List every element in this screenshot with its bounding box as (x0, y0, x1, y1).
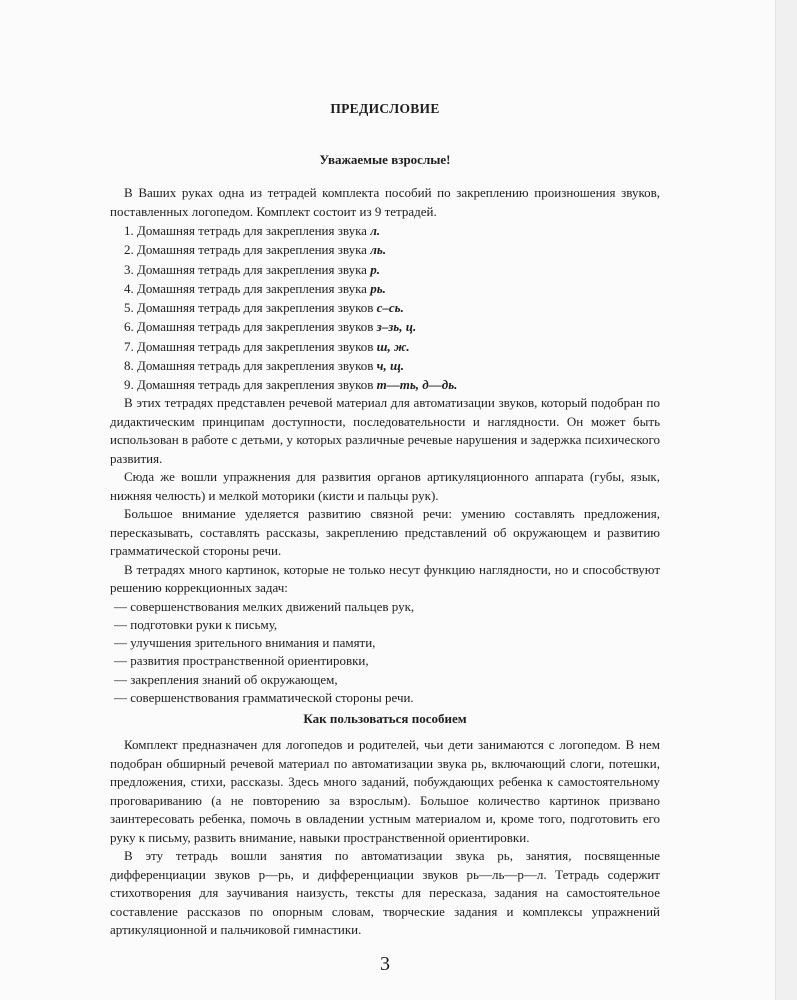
intro-block (110, 184, 660, 221)
list-item: 5. Домашняя тетрадь для закрепления звуков с–сь. (124, 300, 404, 316)
section-heading: Как пользоваться пособием (303, 711, 467, 726)
list-item: 3. Домашняя тетрадь для закрепления звука р. (124, 261, 380, 277)
list-item: — закрепления знаний об окружающем, (114, 671, 338, 687)
list-item: 6. Домашняя тетрадь для закрепления звуков з–зь, ц. (124, 319, 417, 335)
list-item: 2. Домашняя тетрадь для закрепления звука ль. (124, 242, 387, 258)
usage-block (110, 736, 660, 940)
notebook-list-block (110, 221, 660, 395)
list-item: — подготовки руки к письму, (114, 616, 278, 632)
body-paragraph: В этих тетрадях представлен речевой материал для автоматизации звуков, который подобран по дидактическим принципам доступности, последовательности и наглядности. Он может быть использован в работе с детьми, у которых различные речевые нарушения и задержка психического развития. (110, 395, 660, 466)
body-paragraph: Большое внимание уделяется развитию связной речи: умению составлять предложения, пересказывать, составлять рассказы, закреплению представлений об окружающем и развитию грамматической стороны речи. (110, 506, 660, 558)
list-item: 7. Домашняя тетрадь для закрепления звуков ш, ж. (124, 338, 410, 354)
list-item: 4. Домашняя тетрадь для закрепления звука рь. (124, 280, 386, 296)
intro-paragraph: В Ваших руках одна из тетрадей комплекта пособий по закреплению произношения звуков, поставленных логопедом. Комплект состоит из 9 тетрадей. (110, 185, 660, 219)
list-item: — совершенствования мелких движений пальцев рук, (114, 598, 415, 614)
list-item: 9. Домашняя тетрадь для закрепления звуков т—ть, д—дь. (124, 377, 458, 393)
body-block (110, 394, 660, 707)
usage-paragraph: Комплект предназначен для логопедов и родителей, чьи дети занимаются с логопедом. В нем подобран обширный речевой материал по автоматизации звука рь, включающий слоги, потешки, предложения, стихи, рассказы. Здесь много заданий, побуждающих ребенка к самостоятельному проговариванию (а не повторению за взрослым). Большое количество картинок призвано заинтересовать ребенка, помочь в овладении устным материалом и, кроме того, подготовить его руку к письму, развить внимание, навыки пространственной ориентировки. (110, 737, 660, 845)
list-item: — развития пространственной ориентировки, (114, 653, 369, 669)
body-paragraph: В тетрадях много картинок, которые не только несут функцию наглядности, но и способствуют решению коррекционных задач: (110, 561, 660, 595)
list-item: 8. Домашняя тетрадь для закрепления звуков ч, щ. (124, 358, 405, 374)
page-number: 3 (380, 953, 390, 975)
page-edge (775, 0, 797, 1000)
usage-paragraph: В эту тетрадь вошли занятия по автоматизации звука рь, занятия, посвященные дифференциации звуков р—рь, и дифференциации звуков рь—ль—р—л. Тетрадь содержит стихотворения для заучивания наизусть, тексты для пересказа, задания на самостоятельное составление рассказов по опорным словам, творческие задания и комплексы упражнений артикуляционной и пальчиковой гимнастики. (110, 848, 660, 937)
page-heading: ПРЕДИСЛОВИЕ (330, 101, 440, 116)
notebook-list (110, 221, 660, 395)
body-paragraph: Сюда же вошли упражнения для развития органов артикуляционного аппарата (губы, язык, нижняя челюсть) и мелкой моторики (кисти и пальцы рук). (110, 469, 660, 503)
list-item: 1. Домашняя тетрадь для закрепления звука л. (124, 223, 381, 238)
list-item: — улучшения зрительного внимания и памяти, (114, 635, 376, 651)
greeting-heading: Уважаемые взрослые! (319, 152, 451, 167)
list-item: — совершенствования грамматической стороны речи. (114, 689, 414, 705)
task-list (110, 598, 660, 708)
